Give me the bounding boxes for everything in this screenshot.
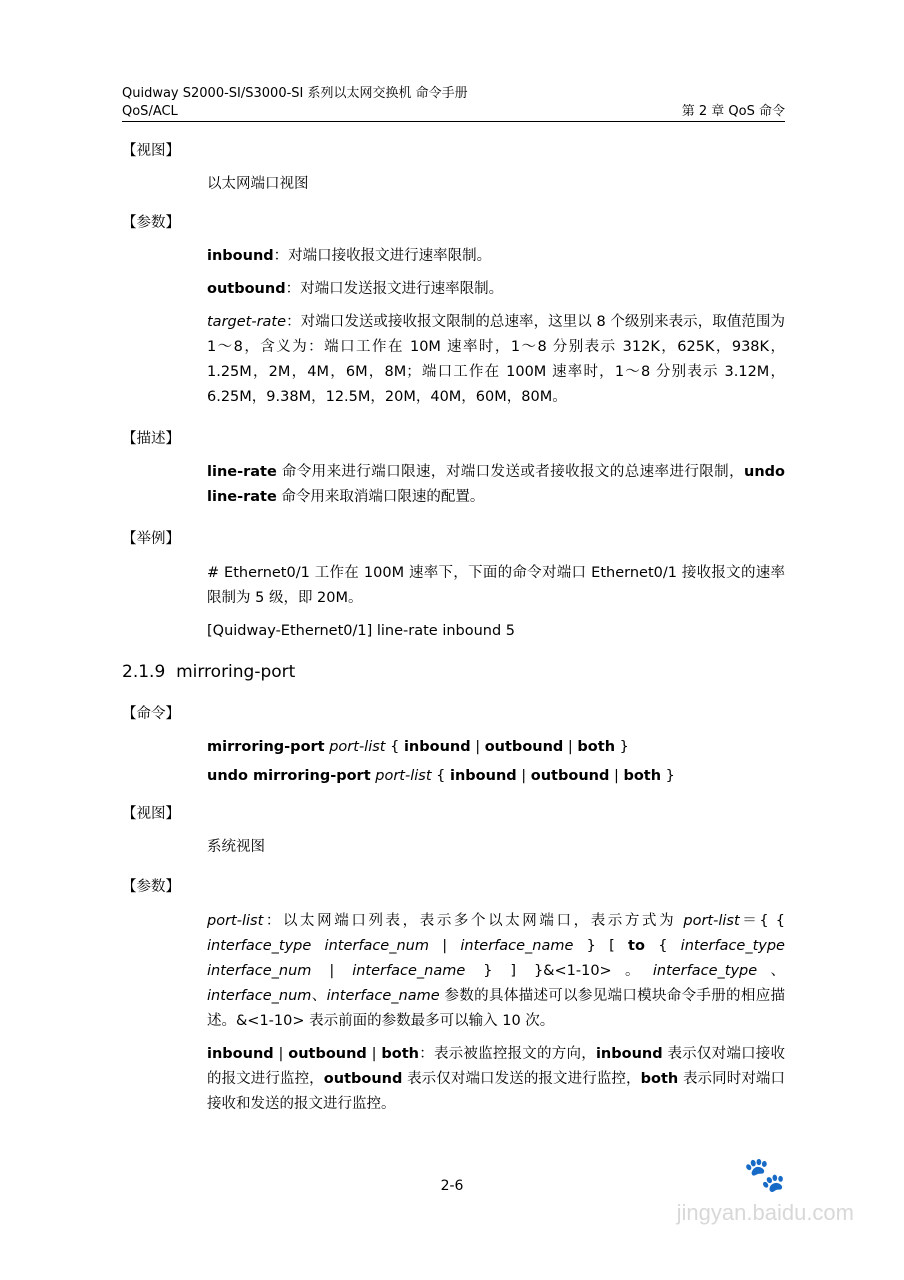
section-number: 2.1.9 xyxy=(122,662,166,682)
param-description: ：对端口发送或接收报文限制的总速率，这里以 8 个级别来表示，取值范围为 1～8，含义为：端口工作在 10M 速率时，1～8 分别表示 312K，625K，938K，1.25M，2M，4M，6M，8M；端口工作在 100M 速率时，1～8 分别表示 3.12M，6.25M，9.38M，12.5M，20M，40M，60M，80M。 xyxy=(207,314,785,405)
view-heading: 【视图】 xyxy=(122,143,180,159)
param-keyword: to xyxy=(628,938,645,954)
param-text: | xyxy=(311,963,353,979)
command-keyword: line-rate xyxy=(207,464,277,480)
paw-icon: 🐾 xyxy=(743,1156,787,1194)
param-keyword: port-list xyxy=(683,913,740,929)
header-rule xyxy=(122,121,785,122)
param-text: { xyxy=(644,938,681,954)
param-argument: interface_type interface_num xyxy=(207,938,785,979)
param-outbound xyxy=(207,277,785,302)
command-heading: 【命令】 xyxy=(122,706,180,722)
param-text: } ] }&<1-10>。 xyxy=(465,963,653,979)
command-keyword: mirroring-port xyxy=(207,739,325,755)
param-text: 表示同时对端口接收和发送的报文进行监控。 xyxy=(207,1071,786,1112)
syntax-punct: | xyxy=(470,739,485,755)
param-text: 、 xyxy=(311,988,327,1004)
description-text xyxy=(207,460,785,510)
page-number: 2-6 xyxy=(440,1178,464,1194)
param-text: ：以太网端口列表，表示多个以太网端口，表示方式为 xyxy=(263,913,684,929)
option-outbound: outbound xyxy=(530,768,610,784)
option-both: both xyxy=(577,739,616,755)
header-section: QoS/ACL xyxy=(122,104,178,119)
baidu-logo xyxy=(677,1145,854,1200)
syntax-punct: } xyxy=(615,739,629,755)
param-inbound xyxy=(207,244,785,269)
params-heading: 【参数】 xyxy=(122,879,180,895)
option-inbound: inbound xyxy=(403,739,471,755)
param-keyword: inbound xyxy=(207,248,274,264)
param-description: ：对端口接收报文进行速率限制。 xyxy=(273,248,492,264)
description-heading: 【描述】 xyxy=(122,431,180,447)
section-title xyxy=(122,661,295,683)
syntax-punct: } xyxy=(661,768,675,784)
param-description: ：对端口发送报文进行速率限制。 xyxy=(285,281,504,297)
param-port-list xyxy=(207,909,785,1034)
example-text: # Ethernet0/1 工作在 100M 速率下，下面的命令对端口 Ethernet0/1 接收报文的速率限制为 5 级，即 20M。 xyxy=(207,565,785,606)
param-direction xyxy=(207,1042,785,1117)
param-keyword: both xyxy=(381,1046,419,1062)
example-heading: 【举例】 xyxy=(122,531,180,547)
description-sentence: 命令用来进行端口限速，对端口发送或者接收报文的总速率进行限制， xyxy=(276,464,744,480)
view-text: 系统视图 xyxy=(207,839,265,855)
param-target-rate xyxy=(207,310,785,410)
param-text: 参数的具体描述可以参见端口模块命令手册的相应描述。&<1-10> 表示前面的参数最多可以输入 10 次。 xyxy=(207,988,786,1029)
example-command: [Quidway-Ethernet0/1] line-rate inbound 5 xyxy=(207,623,516,639)
command-keyword: undo line-rate xyxy=(207,464,785,505)
description-sentence: 命令用来取消端口限速的配置。 xyxy=(276,489,485,505)
param-argument: interface_name xyxy=(460,938,574,954)
header-title: Quidway S2000-SI/S3000-SI 系列以太网交换机 命令手册 xyxy=(122,86,468,101)
command-syntax xyxy=(207,735,785,760)
syntax-punct: | xyxy=(516,768,531,784)
param-text: ＝{ { xyxy=(739,913,786,929)
param-keyword: outbound xyxy=(207,281,286,297)
option-both: both xyxy=(623,768,662,784)
param-keyword: both xyxy=(640,1071,679,1087)
syntax-punct: { xyxy=(431,768,450,784)
param-keyword: target-rate xyxy=(207,314,287,330)
baidu-watermark xyxy=(677,1145,854,1226)
param-argument: interface_num xyxy=(207,988,312,1004)
command-argument: port-list xyxy=(375,768,432,784)
param-argument: interface_type interface_num xyxy=(207,938,429,954)
param-keyword: port-list xyxy=(207,913,264,929)
param-text: 表示仅对端口发送的报文进行监控， xyxy=(402,1071,641,1087)
params-heading: 【参数】 xyxy=(122,215,180,231)
param-keyword: inbound xyxy=(207,1046,274,1062)
param-text: 表示仅对端口接收的报文进行监控， xyxy=(207,1046,786,1087)
syntax-punct: | xyxy=(609,768,624,784)
param-argument: interface_type xyxy=(652,963,758,979)
header-chapter: 第 2 章 QoS 命令 xyxy=(681,104,785,119)
param-text: | xyxy=(366,1046,382,1062)
param-keyword: outbound xyxy=(288,1046,367,1062)
view-heading: 【视图】 xyxy=(122,806,180,822)
option-inbound: inbound xyxy=(449,768,517,784)
param-text: 、 xyxy=(757,963,786,979)
syntax-punct: { xyxy=(385,739,404,755)
param-keyword: inbound xyxy=(595,1046,663,1062)
param-text: } [ xyxy=(573,938,629,954)
param-text: | xyxy=(273,1046,289,1062)
param-text: ：表示被监控报文的方向， xyxy=(419,1046,596,1062)
undo-command-syntax xyxy=(207,764,785,789)
param-keyword: outbound xyxy=(323,1071,403,1087)
param-argument: interface_name xyxy=(326,988,440,1004)
param-text: | xyxy=(428,938,461,954)
param-argument: interface_name xyxy=(352,963,466,979)
section-name: mirroring-port xyxy=(176,662,296,682)
watermark-url: jingyan.baidu.com xyxy=(676,1200,854,1225)
option-outbound: outbound xyxy=(484,739,564,755)
command-argument: port-list xyxy=(329,739,386,755)
command-keyword: undo mirroring-port xyxy=(207,768,371,784)
view-text: 以太网端口视图 xyxy=(207,176,309,192)
syntax-punct: | xyxy=(563,739,578,755)
